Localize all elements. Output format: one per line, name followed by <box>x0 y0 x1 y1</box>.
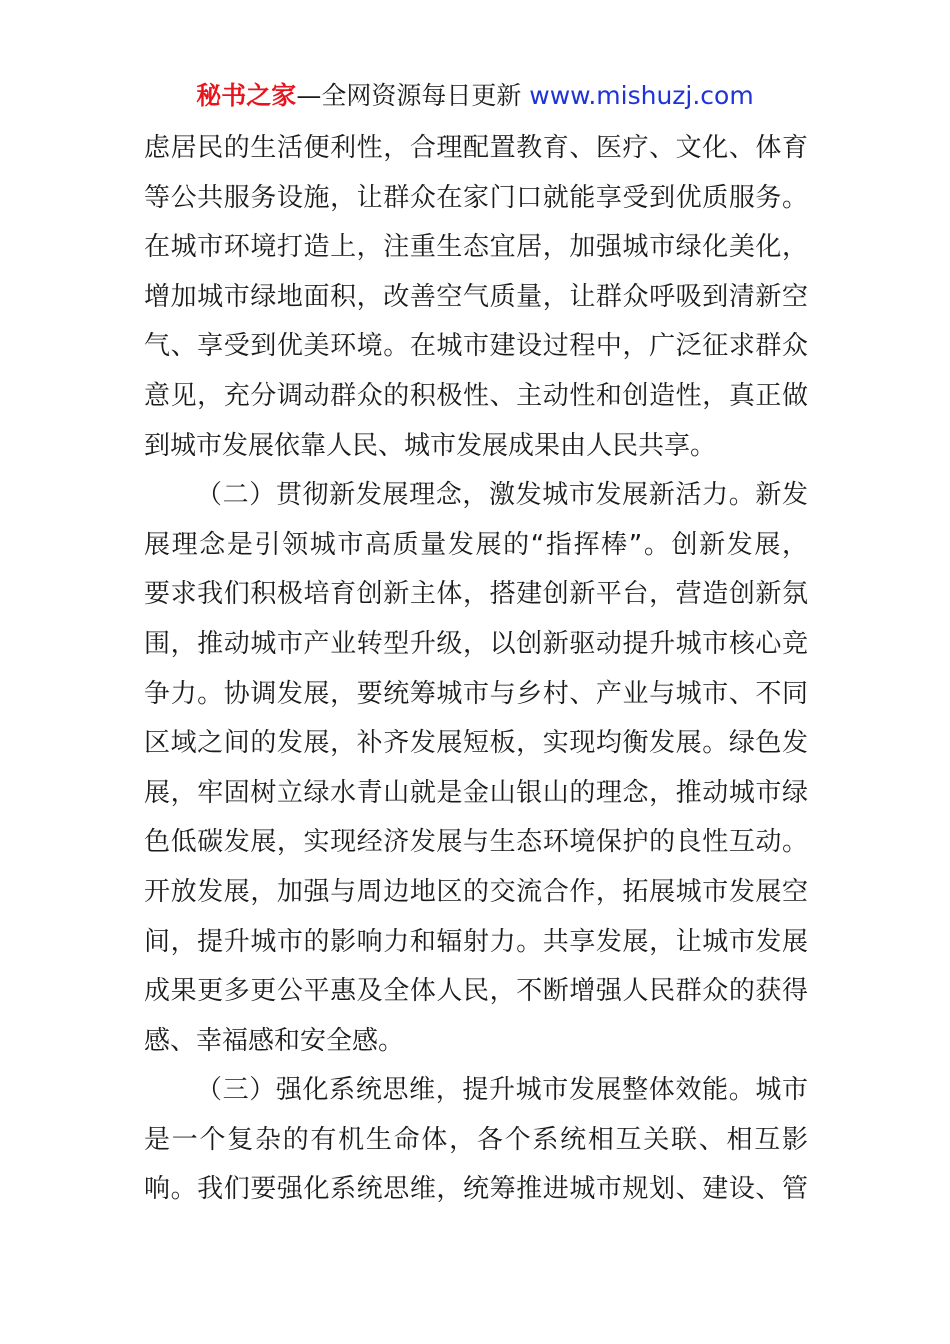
text-line: 感、幸福感和安全感。 <box>144 1025 405 1056</box>
text-line: 间，提升城市的影响力和辐射力。共享发展，让城市发展 <box>144 926 808 957</box>
text-line: 展，牢固树立绿水青山就是金山银山的理念，推动城市绿 <box>144 777 808 808</box>
site-brand: 秘书之家 <box>196 81 297 110</box>
text-line: 区域之间的发展，补齐发展短板，实现均衡发展。绿色发 <box>144 728 808 759</box>
text-line: 气、享受到优美环境。在城市建设过程中，广泛征求群众 <box>144 331 808 362</box>
text-line: 到城市发展依靠人民、城市发展成果由人民共享。 <box>144 430 717 461</box>
text-line: 虑居民的生活便利性，合理配置教育、医疗、文化、体育 <box>144 133 808 163</box>
text-line: 响。我们要强化系统思维，统筹推进城市规划、建设、管 <box>144 1174 808 1205</box>
text-line: 等公共服务设施，让群众在家门口就能享受到优质服务。 <box>144 182 808 213</box>
paragraph-heading-2: （二）贯彻新发展理念，激发城市发展新活力。新发 <box>196 480 808 511</box>
text-line: 争力。协调发展，要统筹城市与乡村、产业与城市、不同 <box>144 678 808 709</box>
site-url-link[interactable]: www.mishuzj.com <box>529 81 754 110</box>
text-line: 成果更多更公平惠及全体人民，不断增强人民群众的获得 <box>144 976 808 1007</box>
site-header <box>0 80 950 112</box>
text-line: 要求我们积极培育创新主体，搭建创新平台，营造创新氛 <box>144 579 808 610</box>
paragraph-heading-3: （三）强化系统思维，提升城市发展整体效能。城市 <box>196 1075 808 1106</box>
text-line: 围，推动城市产业转型升级，以创新驱动提升城市核心竞 <box>144 628 808 659</box>
site-tagline: —全网资源每日更新 <box>296 81 522 110</box>
text-line: 是一个复杂的有机生命体，各个系统相互关联、相互影 <box>144 1124 808 1155</box>
text-line: 增加城市绿地面积，改善空气质量，让群众呼吸到清新空 <box>144 281 808 312</box>
text-line: 在城市环境打造上，注重生态宜居，加强城市绿化美化， <box>144 232 808 263</box>
text-line: 色低碳发展，实现经济发展与生态环境保护的良性互动。 <box>144 827 808 858</box>
text-line: 展理念是引领城市高质量发展的“指挥棒”。创新发展， <box>144 529 808 560</box>
text-line: 开放发展，加强与周边地区的交流合作，拓展城市发展空 <box>144 876 808 907</box>
document-body <box>144 124 808 1215</box>
text-line: 意见，充分调动群众的积极性、主动性和创造性，真正做 <box>144 380 808 411</box>
